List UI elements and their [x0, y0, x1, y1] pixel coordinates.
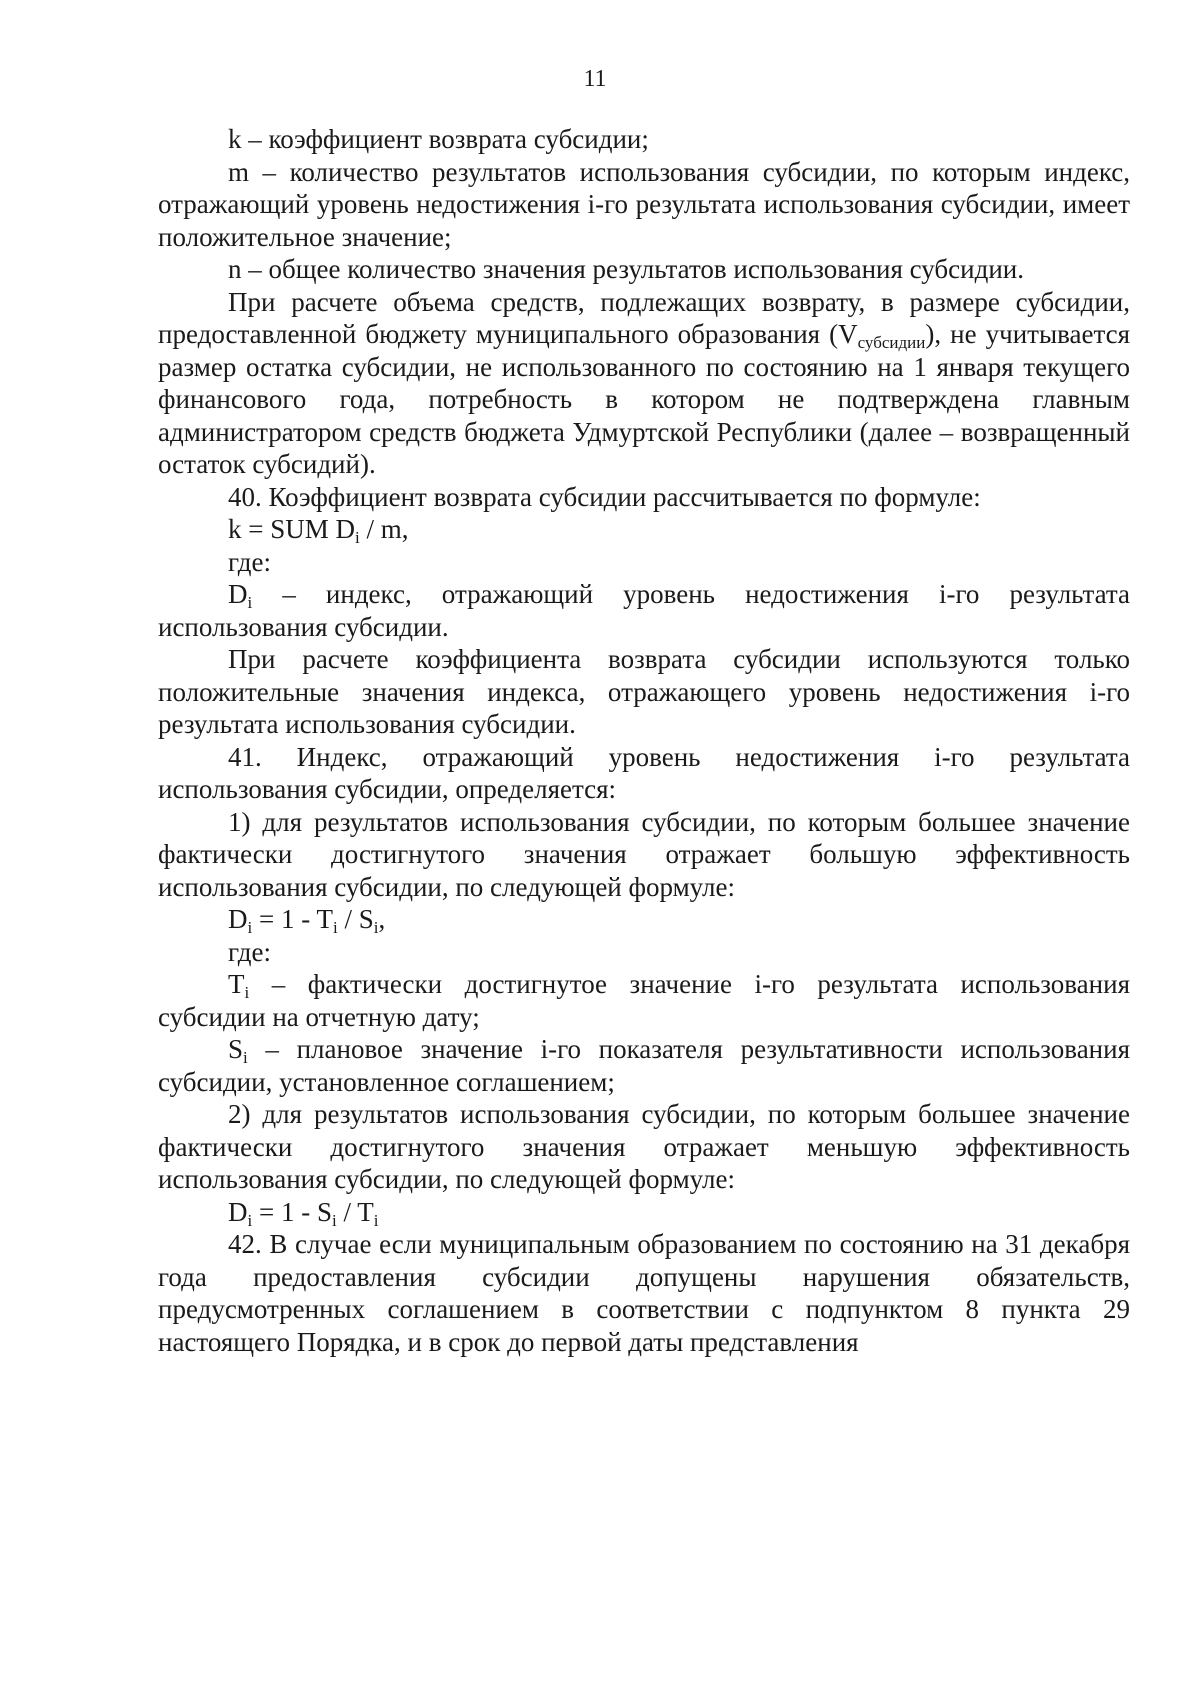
definition-si	[158, 1033, 1130, 1098]
subscript-subsidy: субсидии	[857, 333, 926, 352]
symbol-subscript: i	[247, 593, 253, 612]
definition-text: – фактически достигнутое значение i-го результата использования субсидии на отчетную дату;	[158, 969, 1130, 1032]
formula-subscript: i	[331, 1210, 337, 1230]
formula-subscript: i	[373, 918, 379, 937]
formula-part: = 1 - T	[252, 904, 333, 934]
formula-subscript: i	[332, 918, 338, 937]
formula-part: D	[228, 1196, 248, 1227]
item-41-heading: 41. Индекс, отражающий уровень недостижения i-го результата использования субсидии, определяется:	[158, 741, 1130, 804]
page-number: 11	[583, 66, 607, 92]
formula-index-case-1	[158, 903, 1130, 936]
formula-subscript: i	[355, 528, 360, 547]
formula-index-case-2	[158, 1196, 1130, 1229]
symbol-subscript: i	[243, 1048, 248, 1067]
definition-di	[158, 578, 1130, 643]
paragraph-text-before: При расчете объема средств, подлежащих возврату, в размере субсидии, предоставленной бюджету муниципального образования (V	[158, 286, 1130, 349]
note-positive-values: При расчете коэффициента возврата субсидии используются только положительные значения индекса, отражающего уровень недостижения i-го результата использования субсидии.	[158, 644, 1130, 739]
formula-subscript: i	[373, 1210, 379, 1230]
symbol-subscript: i	[244, 983, 250, 1002]
symbol: T	[228, 969, 245, 999]
formula-part: k = SUM D	[228, 514, 355, 544]
item-40-heading: 40. Коэффициент возврата субсидии рассчитывается по формуле:	[228, 481, 981, 512]
formula-return-coefficient	[158, 513, 1130, 546]
where-label: где:	[228, 936, 271, 967]
formula-part: / T	[336, 1196, 374, 1227]
formula-subscript: i	[247, 918, 253, 937]
definition-k: k – коэффициент возврата субсидии;	[228, 124, 649, 154]
formula-part: = 1 - S	[252, 1196, 332, 1227]
symbol: S	[228, 1034, 244, 1064]
formula-part: / S	[337, 904, 374, 934]
symbol: D	[228, 579, 248, 609]
item-41-case-2: 2) для результатов использования субсидии, по которым большее значение фактически достигнутого значения отражает меньшую эффективность использования субсидии, по следующей формуле:	[158, 1099, 1130, 1194]
definition-n: n – общее количество значения результатов использования субсидии.	[228, 254, 1024, 284]
paragraph-text-after: ), не учитывается размер остатка субсидии, не использованного по состоянию на 1 января текущего финансового года, потребность в котором не подтверждена главным администратором средств бюджета Удмуртской Республики (далее – возвращенный остаток субсидий).	[158, 319, 1130, 479]
item-42-paragraph: 42. В случае если муниципальным образованием по состоянию на 31 декабря года предоставления субсидии допущены нарушения обязательств, предусмотренных соглашением в соответствии с подпунктом 8 пункта 29 настоящего Порядка, и в срок до первой даты представления	[158, 1229, 1130, 1357]
formula-part: D	[228, 904, 248, 934]
item-41-case-1: 1) для результатов использования субсидии, по которым большее значение фактически достигнутого значения отражает большую эффективность использования субсидии, по следующей формуле:	[158, 806, 1130, 902]
definition-text: – индекс, отражающий уровень недостижения i-го результата использования субсидии.	[158, 579, 1130, 642]
definition-text: – плановое значение i-го показателя результативности использования субсидии, установленное соглашением;	[158, 1034, 1130, 1097]
document-body	[158, 123, 1130, 1358]
definition-ti	[158, 968, 1130, 1033]
formula-subscript: i	[247, 1210, 253, 1230]
paragraph-subsidy-volume	[158, 286, 1130, 481]
formula-part: ,	[378, 904, 386, 934]
where-label: где:	[228, 546, 271, 577]
definition-m: m – количество результатов использования субсидии, по которым индекс, отражающий уровень недостижения i-го результата использования субсидии, имеет положительное значение;	[158, 156, 1130, 252]
formula-part: / m,	[359, 514, 409, 544]
